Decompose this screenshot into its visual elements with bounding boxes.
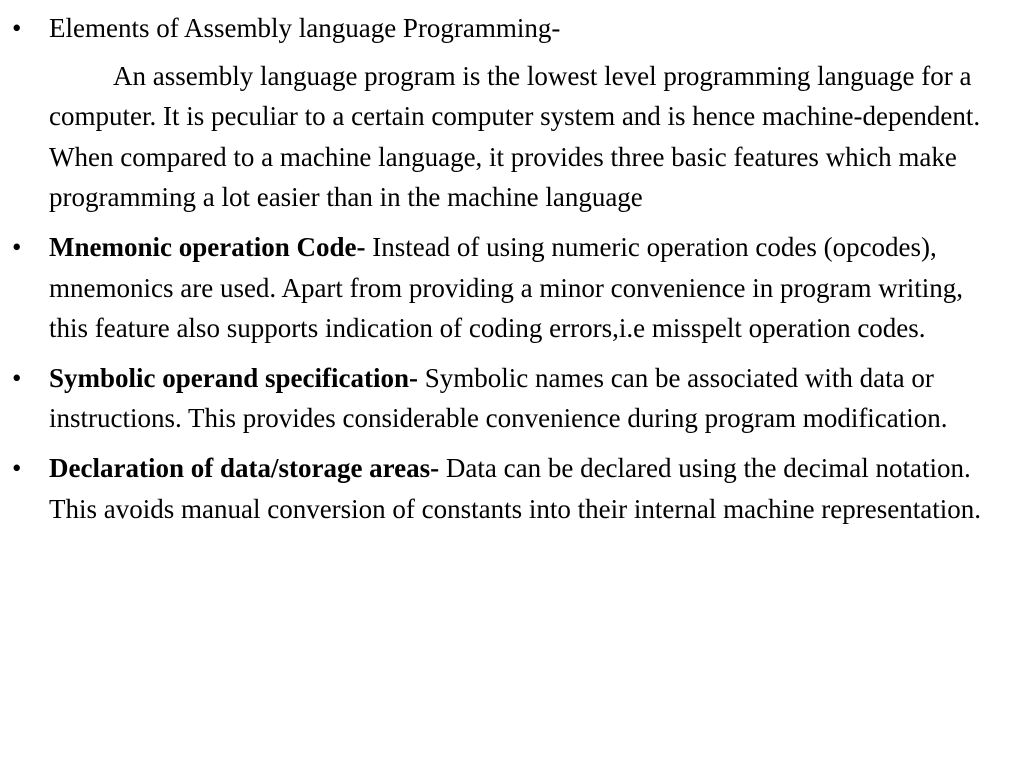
feature-description: Symbolic names can be associated with data or instructions. This provides considerable convenience during program modification. <box>49 362 948 434</box>
bullet-icon: • <box>12 362 22 393</box>
bullet-icon: • <box>12 231 22 262</box>
feature-term: Declaration of data/storage areas- <box>49 452 440 483</box>
bullet-feature-data-declaration <box>12 448 1004 529</box>
intro-paragraph: An assembly language program is the lowest level programming language for a computer. It is peculiar to a certain computer system and is hence machine-dependent. When compared to a machine language, it provides three basic features which make programming a lot easier than in the machine language <box>49 60 981 213</box>
feature-description: Instead of using numeric operation codes (opcodes), mnemonics are used. Apart from providing a minor convenience in program writing, this feature also supports indication of coding errors,i.e misspelt operation codes. <box>49 231 964 344</box>
feature-description: Data can be declared using the decimal notation. This avoids manual conversion of constants into their internal machine representation. <box>49 452 981 524</box>
bullet-icon: • <box>12 452 22 483</box>
bullet-feature-symbolic-operand <box>12 358 1004 439</box>
feature-term: Mnemonic operation Code- <box>49 231 366 262</box>
bullet-feature-mnemonic <box>12 227 1004 349</box>
intro-heading: Elements of Assembly language Programming- <box>49 13 561 43</box>
bullet-list <box>12 8 1004 529</box>
feature-term: Symbolic operand specification- <box>49 362 418 393</box>
bullet-intro <box>12 8 1004 218</box>
bullet-icon: • <box>12 13 22 43</box>
